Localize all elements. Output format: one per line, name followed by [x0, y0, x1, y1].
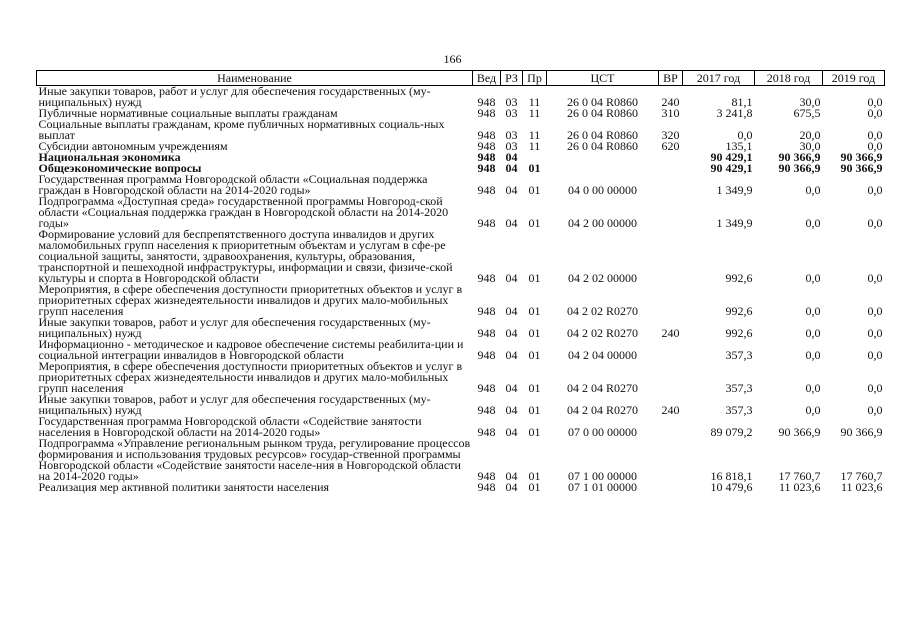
row-2019: 0,0: [867, 348, 883, 362]
row-2017: 1 349,9: [716, 216, 753, 230]
table-row: [37, 394, 885, 416]
row-pr: 11: [528, 128, 541, 142]
row-rz: 04: [505, 304, 518, 318]
row-vr: 620: [661, 139, 680, 153]
row-vr: [659, 174, 683, 196]
row-pr: 01: [528, 326, 541, 340]
row-2018: 0,0: [805, 271, 821, 285]
row-ved: 948: [477, 326, 496, 340]
row-2018: 90 366,9: [778, 161, 821, 175]
row-vr: [659, 229, 683, 284]
col-header-2017: 2017 год: [683, 71, 755, 86]
row-ved: 948: [477, 348, 496, 362]
row-ved: 948: [477, 381, 496, 395]
row-name: Государственная программа Новгородской области «Социальная поддержка граждан в Новгородской области на 2014-2020 годы»: [38, 172, 428, 197]
row-rz: 04: [505, 469, 518, 483]
row-2017: 992,6: [725, 271, 753, 285]
row-ved: 948: [477, 150, 496, 164]
row-2019: 90 366,9: [840, 150, 883, 164]
col-header-pr: Пр: [523, 71, 547, 86]
row-cst: 04 2 00 00000: [568, 216, 637, 230]
row-2018: 90 366,9: [778, 425, 821, 439]
table-row: [37, 229, 885, 284]
row-2017: 992,6: [725, 304, 753, 318]
table-row: [37, 196, 885, 229]
table-row: [37, 86, 885, 109]
table-row: [37, 438, 885, 482]
table-row: [37, 174, 885, 196]
row-name: Реализация мер активной политики занятости населения: [38, 480, 330, 494]
row-2017: 81,1: [731, 95, 753, 109]
row-2017: 3 241,8: [716, 106, 753, 120]
row-pr: 01: [528, 348, 541, 362]
row-rz: 04: [505, 183, 518, 197]
row-pr: 01: [528, 216, 541, 230]
row-pr: 11: [528, 95, 541, 109]
row-vr: [659, 361, 683, 394]
row-2018: 30,0: [799, 139, 821, 153]
row-ved: 948: [477, 106, 496, 120]
row-ved: 948: [477, 304, 496, 318]
row-cst: [547, 163, 659, 174]
row-2018: 17 760,7: [778, 469, 821, 483]
row-2018: 0,0: [805, 348, 821, 362]
row-rz: 04: [505, 150, 518, 164]
row-pr: 01: [528, 469, 541, 483]
row-2018: 0,0: [805, 403, 821, 417]
row-ved: 948: [477, 161, 496, 175]
row-2019: 0,0: [867, 304, 883, 318]
row-2018: 0,0: [805, 326, 821, 340]
row-pr: 01: [528, 161, 541, 175]
row-cst: 26 0 04 R0860: [566, 128, 638, 142]
row-ved: 948: [477, 139, 496, 153]
row-rz: 03: [505, 128, 518, 142]
row-rz: 04: [505, 425, 518, 439]
table-body: [37, 86, 885, 494]
row-name: Иные закупки товаров, работ и услуг для обеспечения государственных (му-ниципальных) нужд: [38, 84, 431, 109]
row-name: Иные закупки товаров, работ и услуг для обеспечения государственных (му-ниципальных) нужд: [38, 315, 431, 340]
row-ved: 948: [477, 216, 496, 230]
row-2018: 0,0: [805, 183, 821, 197]
row-2019: 0,0: [867, 128, 883, 142]
row-ved: 948: [477, 480, 496, 494]
row-pr: 01: [528, 403, 541, 417]
row-rz: 04: [505, 326, 518, 340]
table-row: [37, 339, 885, 361]
row-name: Подпрограмма «Управление региональным рынком труда, регулирование процессов формирования и использования трудовых ресурсов» государ-ственной программы Новгородской области «Содействие занятости населе-ния в Новгородской области на 2014-2020 годы»: [38, 436, 471, 483]
row-name: Мероприятия, в сфере обеспечения доступности приоритетных объектов и услуг в приоритетных сферах жизнедеятельности инвалидов и других мало-мобильных групп населения: [38, 359, 463, 395]
row-pr: 01: [528, 480, 541, 494]
row-2019: 0,0: [867, 95, 883, 109]
table-row: [37, 119, 885, 141]
row-vr: [659, 163, 683, 174]
row-name: Государственная программа Новгородской области «Содействие занятости населения в Новгородской области на 2014-2020 годы»: [38, 414, 422, 439]
row-pr: 01: [528, 381, 541, 395]
row-2018: 0,0: [805, 381, 821, 395]
row-cst: 04 2 04 R0270: [566, 381, 638, 395]
row-2018: 0,0: [805, 304, 821, 318]
row-2018: 30,0: [799, 95, 821, 109]
row-cst: 26 0 04 R0860: [566, 139, 638, 153]
row-2018: 0,0: [805, 216, 821, 230]
row-2017: 1 349,9: [716, 183, 753, 197]
col-header-rz: РЗ: [501, 71, 523, 86]
row-pr: 01: [528, 425, 541, 439]
row-vr: 320: [661, 128, 680, 142]
row-name: Публичные нормативные социальные выплаты гражданам: [38, 106, 338, 120]
row-name: Социальные выплаты гражданам, кроме публичных нормативных социаль-ных выплат: [38, 117, 445, 142]
row-vr: [659, 482, 683, 493]
row-2019: 0,0: [867, 216, 883, 230]
table-row: [37, 317, 885, 339]
row-ved: 948: [477, 95, 496, 109]
budget-table: [36, 70, 885, 493]
row-2019: 90 366,9: [840, 161, 883, 175]
row-2017: 135,1: [725, 139, 753, 153]
col-header-2019: 2019 год: [823, 71, 885, 86]
row-ved: 948: [477, 183, 496, 197]
row-name: Информационно - методическое и кадровое обеспечение системы реабилита-ции и социальной интеграции инвалидов в Новгородской области: [38, 337, 464, 362]
row-cst: 07 0 00 00000: [568, 425, 637, 439]
row-2019: 0,0: [867, 326, 883, 340]
row-vr: [659, 152, 683, 163]
row-2017: 0,0: [737, 128, 753, 142]
col-header-vr: ВР: [659, 71, 683, 86]
row-vr: 310: [661, 106, 680, 120]
row-rz: 04: [505, 480, 518, 494]
row-pr: 01: [528, 183, 541, 197]
row-name: Подпрограмма «Доступная среда» государственной программы Новгород-ской области «Социальная поддержка граждан в Новгородской области на 2014-2020 годы»: [38, 194, 449, 230]
row-2019: 0,0: [867, 183, 883, 197]
col-header-cst: ЦСТ: [547, 71, 659, 86]
row-vr: [659, 438, 683, 482]
row-name: Иные закупки товаров, работ и услуг для обеспечения государственных (му-ниципальных) нужд: [38, 392, 431, 417]
row-rz: 04: [505, 381, 518, 395]
row-2017: 90 429,1: [710, 161, 753, 175]
table-row: [37, 284, 885, 317]
table-row: [37, 482, 885, 493]
row-name: Формирование условий для беспрепятственного доступа инвалидов и других маломобильных групп населения к приоритетным объектам и услугам в сфе-ре социальной защиты, занятости, здравоохранения, культуры, образования, транспортной и пешеходной инфраструктуры, информации и связи, физиче-ской культуры и спорта в Новгородской области: [38, 227, 453, 285]
row-2019: 90 366,9: [840, 425, 883, 439]
row-cst: 04 2 02 R0270: [566, 326, 638, 340]
row-rz: 04: [505, 271, 518, 285]
page-number: 166: [443, 52, 462, 66]
row-rz: 04: [505, 348, 518, 362]
row-2017: 992,6: [725, 326, 753, 340]
row-ved: 948: [477, 403, 496, 417]
row-rz: 04: [505, 161, 518, 175]
row-2018: 675,5: [793, 106, 821, 120]
row-pr: 11: [528, 106, 541, 120]
row-2017: 89 079,2: [710, 425, 753, 439]
row-2018: 20,0: [799, 128, 821, 142]
row-2019: 0,0: [867, 106, 883, 120]
row-2017: 357,3: [725, 348, 753, 362]
row-2017: 357,3: [725, 381, 753, 395]
row-2017: 357,3: [725, 403, 753, 417]
row-name: Общеэкономические вопросы: [38, 161, 202, 175]
row-vr: [659, 416, 683, 438]
row-cst: [547, 152, 659, 163]
row-vr: 240: [661, 403, 680, 417]
row-cst: 04 2 04 R0270: [566, 403, 638, 417]
row-cst: 04 2 04 00000: [568, 348, 637, 362]
row-rz: 04: [505, 403, 518, 417]
row-2019: 0,0: [867, 403, 883, 417]
row-vr: [659, 339, 683, 361]
row-rz: 03: [505, 106, 518, 120]
row-2019: 0,0: [867, 271, 883, 285]
row-2019: 0,0: [867, 381, 883, 395]
row-pr: 11: [528, 139, 541, 153]
row-cst: 07 1 00 00000: [568, 469, 637, 483]
row-2017: 16 818,1: [710, 469, 753, 483]
row-ved: 948: [477, 271, 496, 285]
row-name: Субсидии автономным учреждениям: [38, 139, 228, 153]
row-ved: 948: [477, 425, 496, 439]
row-name: Мероприятия, в сфере обеспечения доступности приоритетных объектов и услуг в приоритетных сферах жизнедеятельности инвалидов и других мало-мобильных групп населения: [38, 282, 463, 318]
row-pr: 01: [528, 271, 541, 285]
table-row: [37, 361, 885, 394]
row-ved: 948: [477, 128, 496, 142]
col-header-name: Наименование: [37, 71, 473, 86]
row-cst: 07 1 01 00000: [568, 480, 637, 494]
row-cst: 26 0 04 R0860: [566, 106, 638, 120]
row-2018: 11 023,6: [778, 480, 821, 494]
row-name: Национальная экономика: [38, 150, 181, 164]
row-2019: 11 023,6: [840, 480, 883, 494]
row-cst: 04 2 02 00000: [568, 271, 637, 285]
row-cst: 04 2 02 R0270: [566, 304, 638, 318]
row-2017: 90 429,1: [710, 150, 753, 164]
row-vr: 240: [661, 95, 680, 109]
row-vr: [659, 196, 683, 229]
row-cst: 04 0 00 00000: [568, 183, 637, 197]
row-rz: 04: [505, 216, 518, 230]
row-2019: 0,0: [867, 139, 883, 153]
row-cst: 26 0 04 R0860: [566, 95, 638, 109]
row-2018: 90 366,9: [778, 150, 821, 164]
row-2019: 17 760,7: [840, 469, 883, 483]
row-vr: [659, 284, 683, 317]
row-ved: 948: [477, 469, 496, 483]
col-header-2018: 2018 год: [755, 71, 823, 86]
row-2017: 10 479,6: [710, 480, 753, 494]
table-row: [37, 416, 885, 438]
col-header-ved: Вед: [473, 71, 501, 86]
row-vr: 240: [661, 326, 680, 340]
row-rz: 03: [505, 139, 518, 153]
row-pr: 01: [528, 304, 541, 318]
row-rz: 03: [505, 95, 518, 109]
